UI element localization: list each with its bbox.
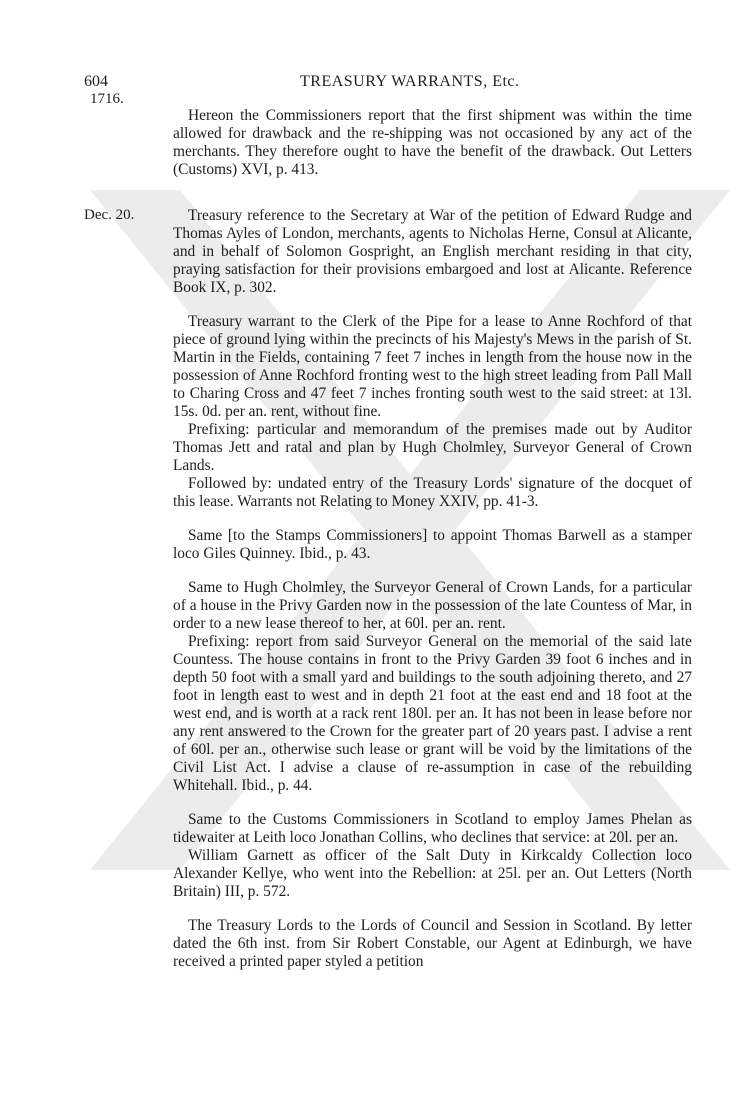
paragraph: Same to Hugh Cholmley, the Surveyor General of Crown Lands, for a particular of a house in the Privy Garden now in the possession of the late Countess of Mar, in order to a new lease thereof to her, at 60l. per an. rent. <box>173 579 692 632</box>
paragraph: The Treasury Lords to the Lords of Council and Session in Scotland. By letter dated the 6th inst. from Sir Robert Constable, our Agent at Edinburgh, we have received a printed paper styled a petition <box>173 917 692 970</box>
paragraph: Same [to the Stamps Commissioners] to appoint Thomas Barwell as a stamper loco Giles Quinney. Ibid., p. 43. <box>173 527 692 562</box>
paragraph: Followed by: undated entry of the Treasury Lords' signature of the docquet of this lease. Warrants not Relating to Money XXIV, pp. 41-3. <box>173 475 692 510</box>
paragraph: Same to the Customs Commissioners in Scotland to employ James Phelan as tidewaiter at Leith loco Jonathan Collins, who declines that service: at 20l. per an. <box>173 811 692 846</box>
paragraph: Treasury warrant to the Clerk of the Pipe for a lease to Anne Rochford of that piece of ground lying within the precincts of his Majesty's Mews in the parish of St. Martin in the Fields, containing 7 feet 7 inches in length from the house now in the possession of Anne Rochford fronting west to the high street leading from Pall Mall to Charing Cross and 47 feet 7 inches fronting south west to the said street: at 13l. 15s. 0d. per an. rent, without fine. <box>173 313 692 420</box>
paragraph: Treasury reference to the Secretary at War of the petition of Edward Rudge and Thomas Ayles of London, merchants, agents to Nicholas Herne, Consul at Alicante, and in behalf of Solomon Gospright, an English merchant residing in that city, praying satisfaction for their provisions embargoed and lost at Alicante. Reference Book IX, p. 302. <box>173 207 692 296</box>
paragraph: Hereon the Commissioners report that the first shipment was within the time allowed for drawback and the re-shipping was not occasioned by any act of the merchants. They therefore ought to have the benefit of the drawback. Out Letters (Customs) XVI, p. 413. <box>173 107 692 178</box>
text-block-1 <box>173 107 692 179</box>
page-number: 604 <box>84 73 108 90</box>
paragraph: Prefixing: report from said Surveyor General on the memorial of the said late Countess. The house contains in front to the Privy Garden 39 foot 6 inches and in depth 50 foot with a small yard and buildings to the south adjoining thereto, and 27 foot in length east to west and in depth 21 foot at the east end and 18 foot at the west end, and is worth at a rack rent 180l. per an. It has not been in lease before nor any rent answered to the Crown for the greater part of 20 years past. I advise a rent of 60l. per an., otherwise such lease or grant will be void by the limitations of the Civil List Act. I advise a clause of re-assumption in case of the rebuilding Whitehall. Ibid., p. 44. <box>173 633 692 794</box>
margin-date: Dec. 20. <box>84 207 135 223</box>
margin-year: 1716. <box>90 91 124 107</box>
paragraph: Prefixing: particular and memorandum of the premises made out by Auditor Thomas Jett and ratal and plan by Hugh Cholmley, Surveyor General of Crown Lands. <box>173 421 692 474</box>
text-block-2 <box>173 207 692 971</box>
paragraph: William Garnett as officer of the Salt Duty in Kirkcaldy Collection loco Alexander Kellye, who went into the Rebellion: at 25l. per an. Out Letters (North Britain) III, p. 572. <box>173 847 692 900</box>
running-title: TREASURY WARRANTS, Etc. <box>300 73 520 90</box>
